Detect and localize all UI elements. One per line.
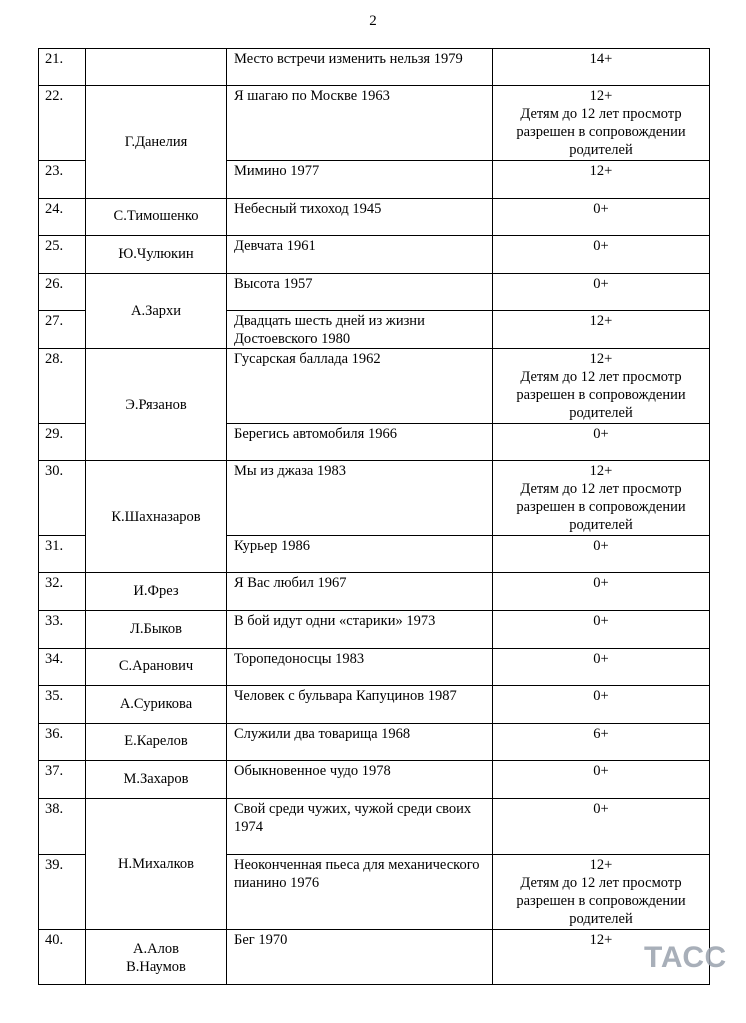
film-title: Двадцать шесть дней из жизни Достоевского 1980 [227,311,493,349]
director-cell [86,199,227,236]
rating-value: 12+ [589,463,613,479]
row-number: 38. [39,799,86,855]
table-row [39,573,710,611]
rating-note: Детям до 12 лет просмотр [520,369,682,385]
table-row [39,199,710,236]
director-name: Г.Данелия [124,134,188,150]
rating-value: 12+ [589,163,613,179]
age-rating [493,649,710,686]
age-rating [493,536,710,573]
director-name: С.Тимошенко [113,208,199,224]
director-cell [86,86,227,199]
director-name: К.Шахназаров [111,508,201,525]
row-number: 27. [39,311,86,349]
director-name: Е.Карелов [124,733,188,749]
age-rating [493,49,710,86]
director-cell [86,724,227,761]
director-name: Н.Михалков [117,856,194,872]
rating-value: 0+ [593,575,609,591]
film-title: Я Вас любил 1967 [227,573,493,611]
film-title: Неоконченная пьеса для механического пианино 1976 [227,855,493,930]
rating-value: 0+ [593,538,609,554]
table-row [39,761,710,799]
director-name: А.Сурикова [119,695,193,712]
table-row [39,799,710,855]
row-number: 34. [39,649,86,686]
rating-note: Детям до 12 лет просмотр [520,106,682,122]
director-name: С.Аранович [118,658,194,674]
row-number: 32. [39,573,86,611]
film-title: Бег 1970 [227,930,493,985]
age-rating [493,199,710,236]
director-name: М.Захаров [123,770,189,787]
rating-value: 12+ [589,351,613,367]
film-title: Место встречи изменить нельзя 1979 [227,49,493,86]
row-number: 28. [39,349,86,424]
row-number: 39. [39,855,86,930]
row-number: 31. [39,536,86,573]
table-row [39,724,710,761]
row-number: 21. [39,49,86,86]
rating-value: 12+ [589,932,613,948]
director-name: В.Наумов [126,958,186,975]
film-title: Торопедоносцы 1983 [227,649,493,686]
rating-value: 0+ [593,613,609,629]
row-number: 40. [39,930,86,985]
row-number: 35. [39,686,86,724]
film-title: Берегись автомобиля 1966 [227,424,493,461]
table-row [39,49,710,86]
age-rating [493,86,710,161]
age-rating [493,424,710,461]
age-rating [493,573,710,611]
rating-note: разрешен в сопровождении [516,124,686,140]
rating-value: 0+ [593,426,609,442]
film-title: В бой идут одни «старики» 1973 [227,611,493,649]
table-row [39,349,710,424]
age-rating [493,349,710,424]
row-number: 30. [39,461,86,536]
director-cell [86,461,227,573]
film-title: Обыкновенное чудо 1978 [227,761,493,799]
director-cell [86,49,227,86]
rating-note: разрешен в сопровождении [516,499,686,515]
rating-value: 0+ [593,238,609,254]
tass-logo: ТАСС [644,941,727,974]
director-name: А.Зархи [130,303,182,319]
table-row [39,649,710,686]
table-row [39,274,710,311]
film-title: Девчата 1961 [227,236,493,274]
age-rating [493,724,710,761]
table-row [39,236,710,274]
page-number: 2 [369,13,377,29]
age-rating [493,799,710,855]
age-rating [493,761,710,799]
films-table [38,48,710,985]
age-rating [493,274,710,311]
rating-value: 12+ [589,313,613,329]
age-rating [493,161,710,199]
director-cell [86,611,227,649]
director-cell [86,686,227,724]
row-number: 25. [39,236,86,274]
director-cell [86,236,227,274]
rating-note: родителей [569,911,633,927]
director-name: Ю.Чулюкин [118,245,194,262]
table-row [39,611,710,649]
row-number: 33. [39,611,86,649]
director-cell [86,573,227,611]
age-rating [493,311,710,349]
director-cell [86,649,227,686]
director-name: И.Фрез [133,582,179,599]
rating-value: 0+ [593,201,609,217]
rating-value: 0+ [593,763,609,779]
film-title: Высота 1957 [227,274,493,311]
age-rating [493,686,710,724]
director-cell [86,761,227,799]
director-cell [86,930,227,985]
rating-note: разрешен в сопровождении [516,893,686,909]
rating-note: родителей [569,517,633,533]
row-number: 23. [39,161,86,199]
rating-note: родителей [569,142,633,158]
rating-value: 12+ [589,88,613,104]
age-rating [493,236,710,274]
row-number: 37. [39,761,86,799]
row-number: 29. [39,424,86,461]
film-title: Мимино 1977 [227,161,493,199]
rating-note: родителей [569,405,633,421]
age-rating [493,855,710,930]
rating-value: 0+ [593,651,609,667]
row-number: 26. [39,274,86,311]
film-title: Мы из джаза 1983 [227,461,493,536]
director-cell [86,349,227,461]
row-number: 22. [39,86,86,161]
table-row [39,930,710,985]
film-title: Курьер 1986 [227,536,493,573]
film-title: Свой среди чужих, чужой среди своих 1974 [227,799,493,855]
film-title: Я шагаю по Москве 1963 [227,86,493,161]
rating-note: разрешен в сопровождении [516,387,686,403]
rating-note: Детям до 12 лет просмотр [520,481,682,497]
director-cell [86,799,227,930]
rating-value: 0+ [593,801,609,817]
rating-value: 6+ [593,726,609,742]
film-title: Небесный тихоход 1945 [227,199,493,236]
rating-value: 12+ [589,857,613,873]
director-cell [86,274,227,349]
film-title: Гусарская баллада 1962 [227,349,493,424]
director-name: Э.Рязанов [125,396,187,413]
table-row [39,461,710,536]
director-name: А.Алов [133,940,179,957]
age-rating [493,461,710,536]
film-title: Человек с бульвара Капуцинов 1987 [227,686,493,724]
row-number: 24. [39,199,86,236]
rating-note: Детям до 12 лет просмотр [520,875,682,891]
age-rating [493,611,710,649]
row-number: 36. [39,724,86,761]
rating-value: 14+ [589,51,613,67]
rating-value: 0+ [593,276,609,292]
director-name: Л.Быков [130,620,182,637]
table-row [39,86,710,161]
rating-value: 0+ [593,688,609,704]
film-title: Служили два товарища 1968 [227,724,493,761]
table-row [39,686,710,724]
